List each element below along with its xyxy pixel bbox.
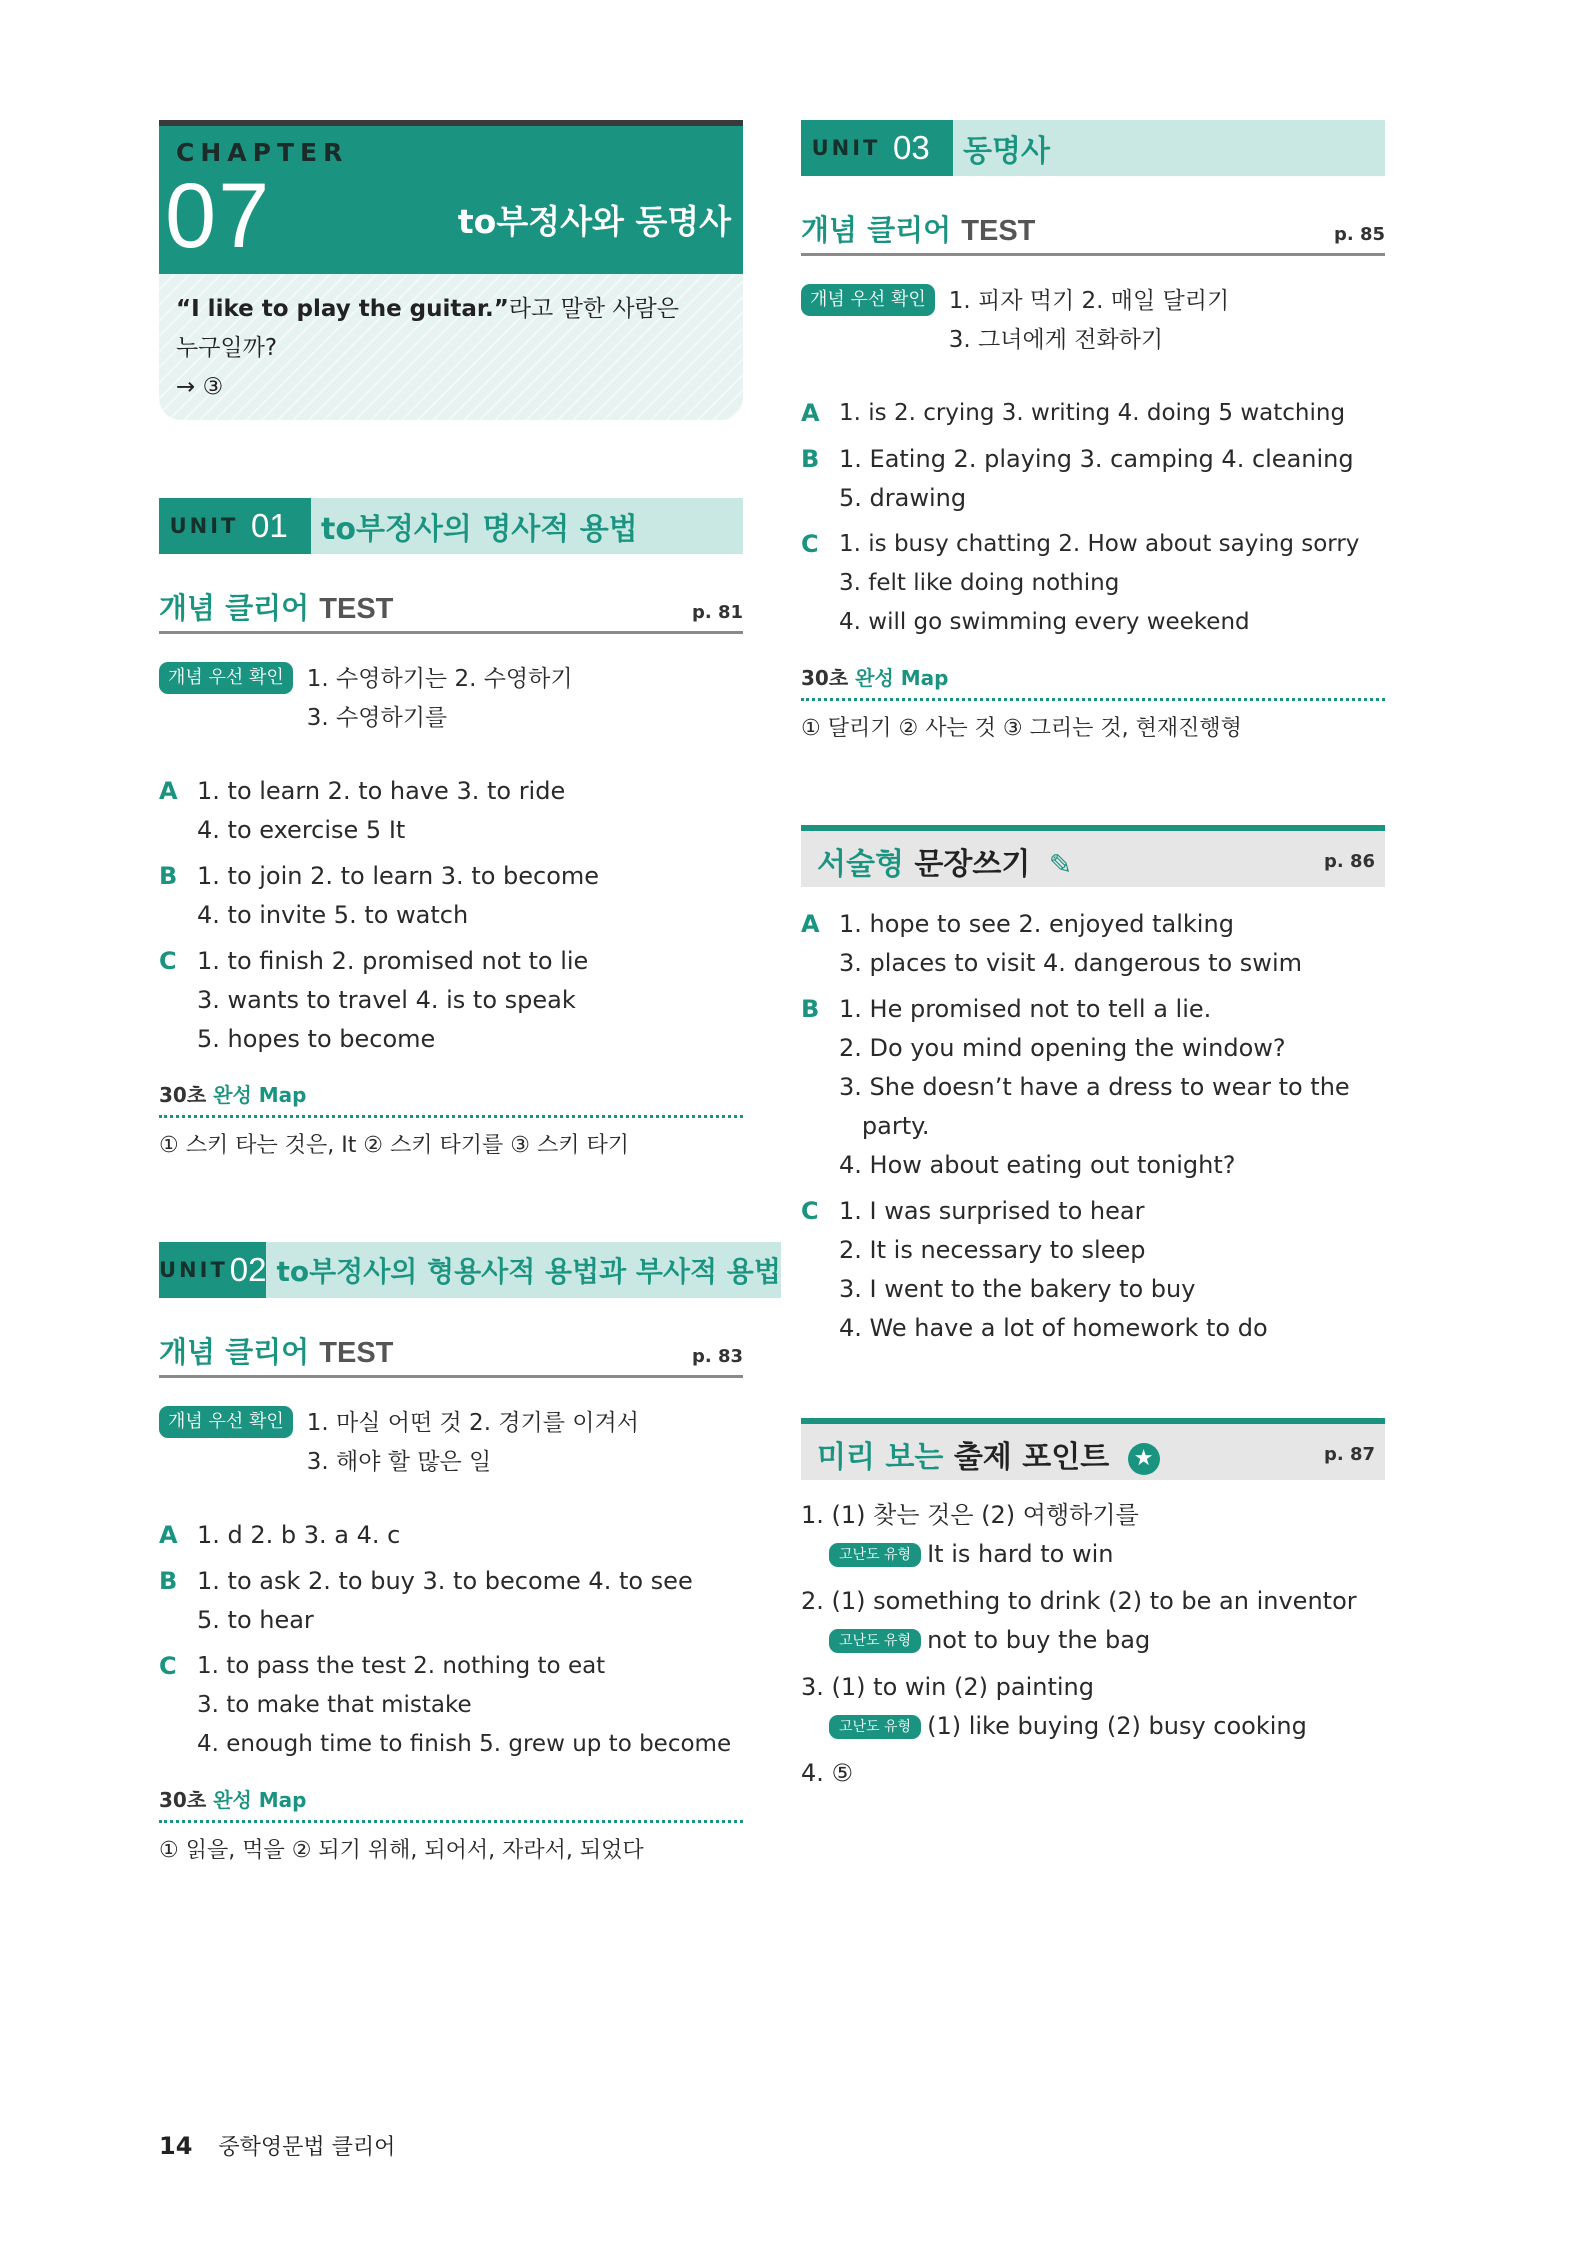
unit03-section [801, 120, 1385, 747]
answer-letter: A [159, 1521, 178, 1549]
unit01-header [159, 498, 743, 554]
hard-answer: not to buy the bag [927, 1626, 1151, 1654]
answer-line: 1. I was surprised to hear [839, 1197, 1145, 1225]
test-heading [801, 206, 1385, 256]
pre-check-line: 1. 수영하기는 2. 수영하기 [306, 666, 573, 692]
answer-letter: A [159, 777, 178, 805]
answer-group-c [159, 942, 743, 1059]
unit01-section [159, 498, 743, 1164]
answer-block [159, 772, 743, 1059]
answer-line: 1. is 2. crying 3. writing 4. doing 5 watching [839, 400, 1346, 426]
chapter-title: to부정사와 동명사 [457, 202, 731, 241]
unit-label: UNIT [801, 120, 891, 176]
chapter-header [159, 120, 743, 274]
answer-letter: A [801, 910, 820, 938]
test-page-ref: p. 83 [691, 1346, 743, 1367]
right-column [801, 120, 1385, 1801]
pencil-icon: ✎ [1048, 848, 1073, 881]
map-text: ① 달리기 ② 사는 것 ③ 그리는 것, 현재진행형 [801, 716, 1242, 741]
pre-check [801, 282, 1385, 360]
points-header [801, 1418, 1385, 1480]
point-line: 2. (1) something to drink (2) to be an inventor [801, 1587, 1357, 1615]
point-item [801, 1754, 1385, 1793]
unit-number: 01 [249, 498, 311, 554]
test-title-en: TEST [319, 1337, 394, 1369]
answer-letter: C [159, 947, 177, 975]
answer-line: 1. to join 2. to learn 3. to become [197, 862, 600, 890]
hard-badge: 고난도 유형 [829, 1543, 921, 1567]
point-list [801, 1496, 1385, 1793]
point-item [801, 1496, 1385, 1574]
map-text: ① 읽을, 먹을 ② 되기 위해, 되어서, 자라서, 되었다 [159, 1838, 644, 1863]
map-label-word: 완성 Map [213, 1083, 307, 1107]
test-title-ko: 개념 클리어 [801, 213, 952, 247]
test-page-ref: p. 85 [1333, 224, 1385, 245]
answer-line: 2. Do you mind opening the window? [839, 1034, 1286, 1062]
answer-block [159, 1516, 743, 1764]
answer-line: 3. I went to the bakery to buy [839, 1275, 1196, 1303]
pre-check-line: 1. 마실 어떤 것 2. 경기를 이겨서 [306, 1410, 639, 1436]
answer-line: 5. hopes to become [197, 1025, 436, 1053]
star-icon: ★ [1128, 1443, 1160, 1475]
map-label-num: 30초 [159, 1788, 207, 1812]
answer-group-b [159, 857, 743, 935]
hard-answer: It is hard to win [927, 1540, 1114, 1568]
chapter-question-line2: 누구일까? [176, 335, 278, 361]
pre-check-badge: 개념 우선 확인 [801, 284, 935, 316]
answer-line: 5. drawing [839, 484, 967, 512]
test-title-ko: 개념 클리어 [159, 591, 310, 625]
point-item [801, 1582, 1385, 1660]
answer-line: 4. We have a lot of homework to do [839, 1314, 1268, 1342]
map-heading [159, 1079, 743, 1118]
point-line: 4. ⑤ [801, 1759, 854, 1787]
map-label-num: 30초 [801, 666, 849, 690]
test-heading [159, 1328, 743, 1378]
answer-group-b [801, 440, 1385, 518]
page-number: 14 [159, 2132, 193, 2160]
pre-check-answers [949, 282, 1229, 360]
answer-group-c [801, 1192, 1385, 1348]
writing-header [801, 825, 1385, 887]
pre-check [159, 1404, 743, 1482]
unit-label: UNIT [159, 498, 249, 554]
unit02-section [159, 1242, 781, 1869]
hard-answer: (1) like buying (2) busy cooking [927, 1712, 1307, 1740]
unit03-header [801, 120, 1385, 176]
book-title: 중학영문법 클리어 [218, 2135, 396, 2160]
point-item [801, 1668, 1385, 1746]
chapter-number: 07 [165, 165, 272, 267]
hard-badge: 고난도 유형 [829, 1629, 921, 1653]
answer-line: party. [839, 1112, 930, 1140]
answer-group-a [159, 1516, 743, 1555]
answer-line: 5. to hear [197, 1606, 314, 1634]
answer-line: 4. How about eating out tonight? [839, 1151, 1236, 1179]
answer-line: 2. It is necessary to sleep [839, 1236, 1146, 1264]
test-title-en: TEST [961, 215, 1036, 247]
answer-line: 1. to pass the test 2. nothing to eat [197, 1653, 606, 1679]
answer-letter: C [801, 530, 819, 558]
writing-title: 문장쓰기 [914, 847, 1031, 882]
left-column [159, 120, 781, 1869]
map-label-word: 완성 Map [855, 666, 949, 690]
pre-check-line: 1. 피자 먹기 2. 매일 달리기 [948, 288, 1230, 314]
map-label-num: 30초 [159, 1083, 207, 1107]
answer-line: 3. She doesn’t have a dress to wear to the [839, 1073, 1350, 1101]
pre-check-badge: 개념 우선 확인 [159, 1406, 293, 1438]
test-heading [159, 584, 743, 634]
point-line: 1. (1) 찾는 것은 (2) 여행하기를 [801, 1501, 1139, 1529]
answer-group-a [159, 772, 743, 850]
page-footer [159, 2130, 395, 2161]
answer-line: 1. is busy chatting 2. How about saying sorry [839, 531, 1360, 557]
answer-line: 1. Eating 2. playing 3. camping 4. cleaning [839, 445, 1354, 473]
pre-check-badge: 개념 우선 확인 [159, 662, 293, 694]
answer-group-a [801, 905, 1385, 983]
chapter-box [159, 120, 743, 420]
unit02-header [159, 1242, 781, 1298]
pre-check [159, 660, 743, 738]
answer-line: 4. will go swimming every weekend [839, 609, 1250, 635]
pre-check-line: 3. 해야 할 많은 일 [306, 1449, 492, 1475]
chapter-question-quote: “I like to play the guitar.” [176, 296, 509, 322]
map-heading [159, 1784, 743, 1823]
unit-title: to부정사의 명사적 용법 [311, 498, 743, 554]
answer-line: 4. to invite 5. to watch [197, 901, 469, 929]
answer-line: 1. He promised not to tell a lie. [839, 995, 1212, 1023]
chapter-label: CHAPTER [176, 138, 349, 167]
answer-line: 1. to learn 2. to have 3. to ride [197, 777, 566, 805]
answer-block [801, 905, 1385, 1348]
answer-group-a [801, 394, 1385, 433]
chapter-question [176, 290, 679, 407]
answer-group-b [159, 1562, 743, 1640]
unit-title: to부정사의 형용사적 용법과 부사적 용법 [266, 1242, 780, 1298]
points-title-teal: 미리 보는 [817, 1440, 944, 1475]
writing-section [801, 825, 1385, 1348]
answer-line: 3. to make that mistake [197, 1692, 472, 1718]
answer-letter: A [801, 399, 820, 427]
answer-line: 3. places to visit 4. dangerous to swim [839, 949, 1302, 977]
pre-check-line: 3. 그녀에게 전화하기 [948, 327, 1164, 353]
writing-title-teal: 서술형 [817, 847, 904, 882]
map-label-word: 완성 Map [213, 1788, 307, 1812]
answer-line: 4. to exercise 5 It [197, 816, 406, 844]
chapter-answer: → ③ [176, 374, 224, 400]
chapter-question-text: 라고 말한 사람은 [508, 296, 679, 322]
unit-number: 02 [228, 1242, 267, 1298]
answer-block [801, 394, 1385, 642]
test-title-ko: 개념 클리어 [159, 1335, 310, 1369]
map-text: ① 스키 타는 것은, It ② 스키 타기를 ③ 스키 타기 [159, 1133, 629, 1158]
answer-line: 1. d 2. b 3. a 4. c [197, 1521, 401, 1549]
pre-check-line: 3. 수영하기를 [306, 705, 448, 731]
answer-group-c [159, 1647, 743, 1764]
points-page-ref: p. 87 [1323, 1444, 1375, 1465]
answer-line: 1. hope to see 2. enjoyed talking [839, 910, 1234, 938]
answer-letter: B [159, 862, 178, 890]
point-line: 3. (1) to win (2) painting [801, 1673, 1094, 1701]
unit-title: 동명사 [953, 120, 1385, 176]
unit-label: UNIT [159, 1242, 228, 1298]
test-title-en: TEST [319, 593, 394, 625]
unit-number: 03 [891, 120, 953, 176]
answer-group-c [801, 525, 1385, 642]
answer-group-b [801, 990, 1385, 1185]
map-heading [801, 662, 1385, 701]
answer-letter: B [159, 1567, 178, 1595]
answer-letter: C [801, 1197, 819, 1225]
points-section [801, 1418, 1385, 1793]
writing-page-ref: p. 86 [1323, 851, 1375, 872]
answer-line: 1. to ask 2. to buy 3. to become 4. to see [197, 1567, 693, 1595]
answer-line: 1. to finish 2. promised not to lie [197, 947, 589, 975]
answer-line: 3. wants to travel 4. is to speak [197, 986, 576, 1014]
answer-line: 3. felt like doing nothing [839, 570, 1120, 596]
answer-letter: B [801, 445, 820, 473]
answer-letter: C [159, 1652, 177, 1680]
pre-check-answers [307, 1404, 639, 1482]
answer-letter: B [801, 995, 820, 1023]
answer-line: 4. enough time to finish 5. grew up to become [197, 1731, 732, 1757]
pre-check-answers [307, 660, 573, 738]
test-page-ref: p. 81 [691, 602, 743, 623]
hard-badge: 고난도 유형 [829, 1715, 921, 1739]
points-title: 출제 포인트 [953, 1440, 1110, 1475]
